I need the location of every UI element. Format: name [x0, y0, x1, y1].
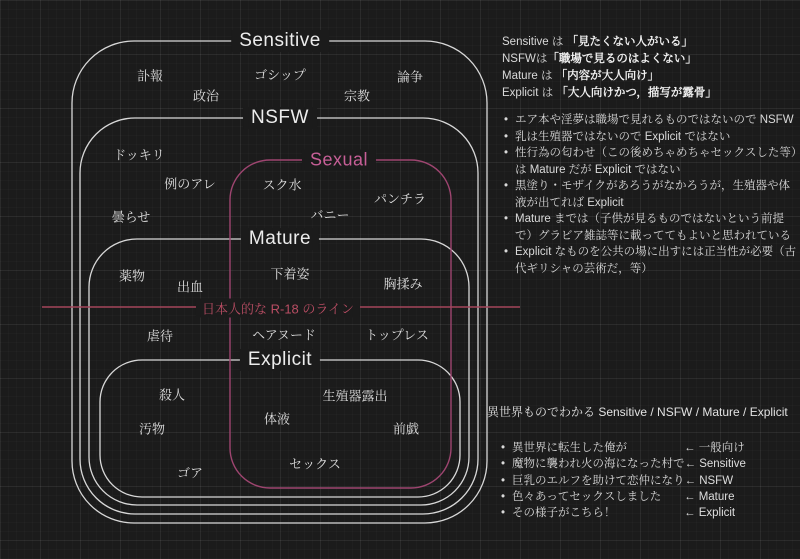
isekai-text: • 異世界に転生した俺が — [512, 442, 627, 454]
keyword: 論争 — [396, 69, 424, 85]
keyword: 殺人 — [158, 387, 186, 403]
zone-label-mature: Mature — [241, 228, 319, 250]
keyword: パンチラ — [373, 191, 427, 207]
keyword: 生殖器露出 — [322, 388, 388, 404]
keyword: スク水 — [262, 177, 302, 193]
keyword: ゴシップ — [254, 67, 306, 83]
r18-line-label: 日本人的な R-18 のライン — [196, 299, 360, 318]
isekai-row — [487, 489, 792, 505]
keyword: 虐待 — [146, 328, 174, 344]
keyword: 政治 — [192, 88, 220, 104]
isekai-row — [487, 456, 792, 472]
keyword: ドッキリ — [113, 147, 165, 163]
keyword: トップレス — [365, 327, 429, 343]
note-item: • 乳は生殖器ではないので Explicit ではない — [502, 129, 798, 146]
definition-prefix: Sensitive は — [502, 36, 567, 48]
definitions-panel — [502, 34, 798, 277]
definition-line — [502, 68, 798, 85]
isekai-text: • 色々あってセックスしました — [512, 490, 662, 503]
definition-bold: 「大人向けかつ，描写が露骨」 — [556, 87, 717, 99]
keyword: 下着姿 — [270, 266, 310, 282]
definition-line — [502, 51, 798, 68]
definition-bold: 「見たくない人がいる」 — [566, 36, 694, 48]
definition-bold: 「職場で見るのはよくない」 — [547, 53, 697, 65]
isekai-rating-tag: ← Mature — [684, 490, 735, 503]
keyword: 前戯 — [392, 421, 420, 437]
zone-label-explicit: Explicit — [240, 349, 320, 371]
note-item: • エア本や淫夢は職場で見れるものではないので NSFW — [502, 112, 798, 129]
zone-label-sensitive: Sensitive — [231, 30, 329, 52]
keyword: ヘアヌード — [252, 327, 316, 343]
note-item: • 性行為の匂わせ（この後めちゃめちゃセックスした等）は Mature だが Explicit ではない — [502, 145, 798, 178]
keyword: 例のアレ — [164, 176, 216, 192]
note-item: • Explicit なものを公共の場に出すには正当性が必要（古代ギリシャの芸術だ，等） — [502, 244, 798, 277]
zone-label-nsfw: NSFW — [243, 107, 317, 129]
keyword: 胸揉み — [383, 276, 423, 292]
keyword: 宗教 — [343, 88, 371, 104]
isekai-rating-tag: ← Explicit — [684, 507, 736, 520]
definition-prefix: NSFWは — [502, 53, 548, 65]
keyword: ゴア — [176, 465, 204, 481]
keyword: 体液 — [263, 411, 291, 427]
keyword: セックス — [289, 456, 341, 472]
isekai-heading: 異世界ものでわかる Sensitive / NSFW / Mature / Explicit — [487, 405, 788, 419]
keyword: 出血 — [176, 279, 204, 295]
isekai-text: • 巨乳のエルフを助けて恋仲になり — [512, 474, 685, 487]
definition-line — [502, 34, 798, 51]
keyword: 汚物 — [138, 421, 166, 437]
keyword: 曇らせ — [111, 209, 151, 225]
keyword: 訃報 — [136, 68, 164, 84]
definition-prefix: Mature は — [502, 70, 556, 82]
isekai-rating-tag: ← NSFW — [684, 474, 734, 487]
isekai-rating-tag: ← 一般向け — [684, 442, 745, 454]
isekai-row — [487, 473, 792, 489]
notes-list — [502, 112, 798, 277]
isekai-text: • 魔物に襲われ火の海になった村で — [512, 458, 685, 471]
keyword: 薬物 — [118, 268, 146, 284]
note-item: • 黒塗り・モザイクがあろうがなかろうが，生殖器や体液が出てれば Explicit — [502, 178, 798, 211]
isekai-example-panel — [487, 404, 792, 521]
isekai-row — [487, 505, 792, 521]
isekai-list — [487, 440, 792, 521]
note-item: • Mature までは（子供が見るものではないという前提で）グラビア雑誌等に載っててもよいと思われている — [502, 211, 798, 244]
definition-bold: 「内容が大人向け」 — [555, 70, 660, 82]
keyword: バニー — [310, 207, 350, 223]
definitions-block — [502, 34, 798, 102]
isekai-rating-tag: ← Sensitive — [684, 458, 746, 471]
zone-label-sexual: Sexual — [302, 150, 376, 171]
isekai-row — [487, 440, 792, 456]
isekai-text: • その様子がこちら！ — [512, 507, 616, 520]
definition-prefix: Explicit は — [502, 87, 557, 99]
definition-line — [502, 85, 798, 102]
